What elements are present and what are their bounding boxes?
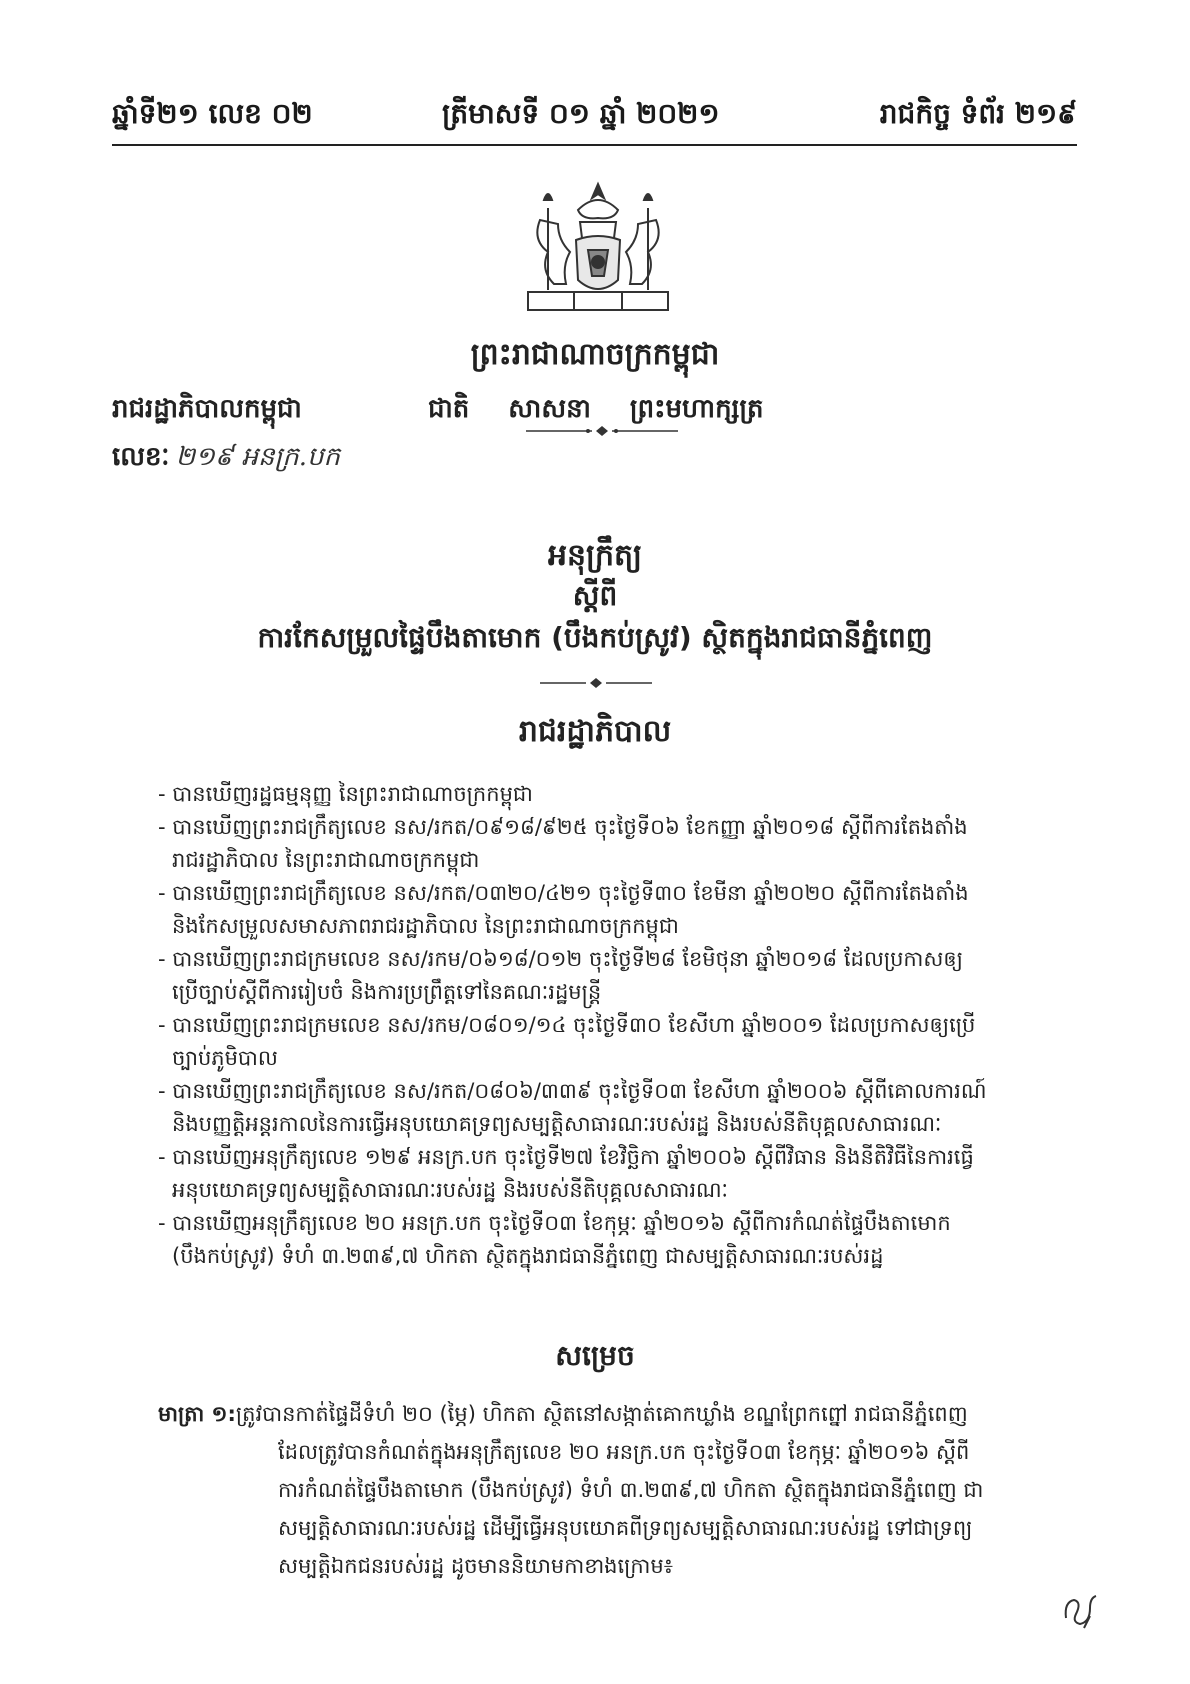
article-line: សម្បត្តិសាធារណៈរបស់រដ្ឋ ដើម្បីធ្វើអនុបយោគពីទ្រព្យសម្បត្តិសាធារណៈរបស់រដ្ឋ ទៅជាទ្រព្យ [278,1516,973,1540]
visa-line-continued: និងកែសម្រួលសមាសភាពរាជរដ្ឋាភិបាល នៃព្រះរាជាណាចក្រកម្ពុជា [172,914,679,938]
visa-line: - បានឃើញរដ្ឋធម្មនុញ្ញ នៃព្រះរាជាណាចក្រកម្ពុជា [158,782,533,806]
visa-line-continued: ច្បាប់ភូមិបាល [172,1046,278,1070]
running-header [112,92,1077,140]
list-item [158,1141,1058,1207]
list-item [158,943,1058,1009]
subject-word: ស្ដីពី [572,579,618,612]
visa-line: - បានឃើញព្រះរាជក្រមលេខ នស/រកម/០៦១៨/០១២ ចុះថ្ងៃទី២៨ ខែមិថុនា ឆ្នាំ២០១៨ ដែលប្រកាសឲ្យ [158,947,963,971]
visa-line-continued: រាជរដ្ឋាភិបាល នៃព្រះរាជាណាចក្រកម្ពុជា [172,848,480,872]
list-item [158,811,1058,877]
document-type: អនុក្រឹត្យ [547,538,643,573]
article-line: សម្បត្តិឯកជនរបស់រដ្ឋ ដូចមាននិយាមកាខាងក្រោម៖ [278,1554,673,1578]
visa-line: - បានឃើញអនុក្រឹត្យលេខ ២០ អនក្រ.បក ចុះថ្ងៃទី០៣ ខែកុម្ភៈ ឆ្នាំ២០១៦ ស្ដីពីការកំណត់ផ្ទៃបឹងតាមោក [158,1211,951,1235]
visa-line: - បានឃើញព្រះរាជក្រឹត្យលេខ នស/រកត/០៣២០/៤២១ ចុះថ្ងៃទី៣០ ខែមីនា ឆ្នាំ២០២០ ស្ដីពីការតែងតាំង [158,881,969,905]
header-rule [112,144,1077,146]
article-label: មាត្រា ១: [158,1402,236,1426]
reference-handwritten: ២១៩ អនក្រ.បក [175,442,341,472]
flourish-divider-icon [536,676,656,690]
royal-government-heading: រាជរដ្ឋាភិបាល [518,714,672,749]
visa-line: - បានឃើញអនុក្រឹត្យលេខ ១២៩ អនក្រ.បក ចុះថ្ងៃទី២៧ ខែវិច្ឆិកា ឆ្នាំ២០០៦ ស្ដីពីវិធាន និងនីតិវិធីនៃការធ្វើ [158,1145,974,1169]
gazette-page-number: រាជកិច្ច ទំព័រ ២១៩ [879,97,1077,130]
visa-line-continued: ប្រើច្បាប់ស្ដីពីការរៀបចំ និងការប្រព្រឹត្តទៅនៃគណៈរដ្ឋមន្ត្រី [172,980,602,1004]
issuing-authority: រាជរដ្ឋាភិបាលកម្ពុជា [112,394,302,424]
document-subject: ការកែសម្រួលផ្ទៃបឹងតាមោក (បឹងកប់ស្រូវ) ស្ថិតក្នុងរាជធានីភ្នំពេញ [257,621,933,654]
national-motto: ជាតិ សាសនា ព្រះមហាក្សត្រ [428,394,764,424]
visa-line-continued: អនុបយោគទ្រព្យសម្បត្តិសាធារណៈរបស់រដ្ឋ និងរបស់នីតិបុគ្គលសាធារណៈ [172,1178,729,1202]
list-item [158,1207,1058,1273]
quarter-year: ត្រីមាសទី ០១ ឆ្នាំ ២០២១ [442,97,720,130]
visa-line: - បានឃើញព្រះរាជក្រឹត្យលេខ នស/រកត/០៨០៦/៣៣៩ ចុះថ្ងៃទី០៣ ខែសីហា ឆ្នាំ២០០៦ ស្ដីពីគោលការណ៍ [158,1079,987,1103]
list-item [158,1075,1058,1141]
reference-number [112,440,340,478]
article-line: ការកំណត់ផ្ទៃបឹងតាមោក (បឹងកប់ស្រូវ) ទំហំ ៣.២៣៩,៧ ហិកតា ស្ថិតក្នុងរាជធានីភ្នំពេញ ជា [278,1478,984,1502]
visa-line: - បានឃើញព្រះរាជក្រមលេខ នស/រកម/០៨០១/១៤ ចុះថ្ងៃទី៣០ ខែសីហា ឆ្នាំ២០០១ ដែលប្រកាសឲ្យប្រើ [158,1013,976,1037]
visa-line-continued: (បឹងកប់ស្រូវ) ទំហំ ៣.២៣៩,៧ ហិកតា ស្ថិតក្នុងរាជធានីភ្នំពេញ ជាសម្បត្តិសាធារណៈរបស់រដ្ឋ [172,1244,884,1268]
article-1 [158,1395,1058,1585]
visa-line: - បានឃើញព្រះរាជក្រឹត្យលេខ នស/រកត/០៩១៨/៩២៥ ចុះថ្ងៃទី០៦ ខែកញ្ញា ឆ្នាំ២០១៨ ស្ដីពីការតែងតាំង [158,815,968,839]
reference-label: លេខៈ [112,442,170,472]
visa-line-continued: និងបញ្ញត្តិអន្តរកាលនៃការធ្វើអនុបយោគទ្រព្យសម្បត្តិសាធារណៈរបស់រដ្ឋ និងរបស់នីតិបុគ្គលសាធារណៈ [172,1112,942,1136]
legal-references-list [158,778,1058,1273]
decision-heading: សម្រេច [555,1339,635,1372]
list-item [158,877,1058,943]
royal-coat-of-arms-icon [518,180,678,320]
handwritten-initials-icon [1060,1588,1100,1632]
flourish-divider-icon [522,424,682,438]
list-item [158,1009,1058,1075]
list-item [158,778,1058,811]
issue-number: ឆ្នាំទី២១ លេខ ០២ [112,97,313,130]
article-line: ត្រូវបានកាត់ផ្ទៃដីទំហំ ២០ (ម្ភៃ) ហិកតា ស្ថិតនៅសង្កាត់គោកឃ្លាំង ខណ្ឌព្រែកព្នៅ រាជធានីភ្នំពេញ [235,1402,968,1426]
kingdom-title: ព្រះរាជាណាចក្រកម្ពុជា [470,337,720,372]
article-line: ដែលត្រូវបានកំណត់ក្នុងអនុក្រឹត្យលេខ ២០ អនក្រ.បក ចុះថ្ងៃទី០៣ ខែកុម្ភៈ ឆ្នាំ២០១៦ ស្ដីពី [278,1440,970,1464]
